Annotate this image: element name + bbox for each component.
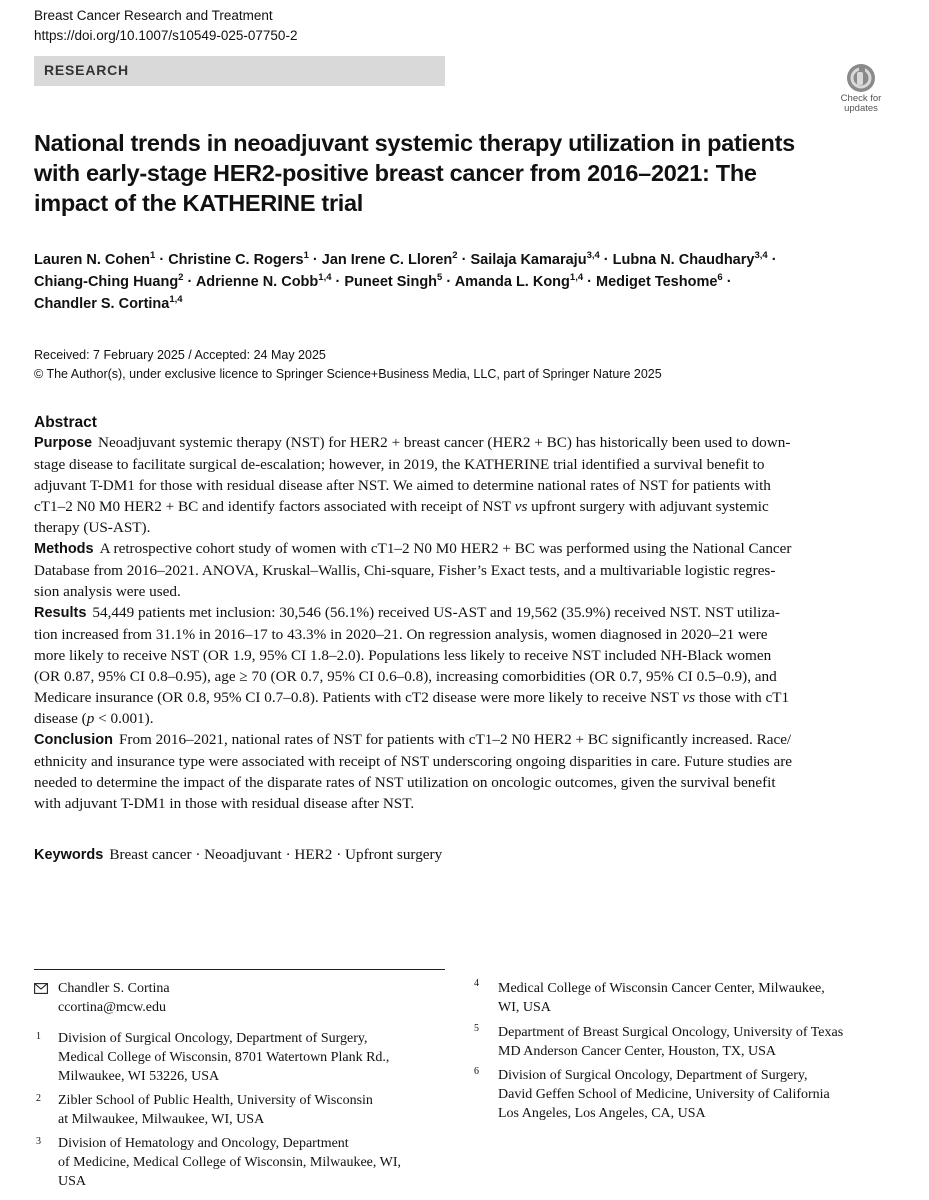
author-name[interactable]: Mediget Teshome xyxy=(596,274,718,290)
affiliation-line: of Medicine, Medical College of Wisconsin, Milwaukee, WI, xyxy=(58,1155,401,1170)
author-list: Lauren N. Cohen$^1$ · Christine C. Rogers$^1$ · Jan Irene C. Lloren$^2$ · Sailaja Kamaraju$^{3,4}$ · Lubna N. Chaudhary$^{3,4}$ · Chiang-Ching Huang$^2$ · Adrienne N. Cobb$^{1,4}$ · Puneet Singh$^5$ · Amanda L. Kong$^{1,4}$ · Mediget Teshome$^6$ · Chandler S. Cortina$^{1,4}$ xyxy=(34,250,777,312)
author-affiliation: 3,4 xyxy=(754,250,768,261)
author-name[interactable]: Lauren N. Cohen xyxy=(34,252,151,268)
affiliation-line: Milwaukee, WI 53226, USA xyxy=(58,1069,220,1084)
abstract-line: Database from 2016–2021. ANOVA, Kruskal–Wallis, Chi-square, Fisher’s Exact tests, and a multivariable logistic regres- xyxy=(34,562,776,579)
affiliation-number: 4 xyxy=(474,978,479,989)
author-name[interactable]: Jan Irene C. Lloren xyxy=(321,252,453,268)
affiliation-line: WI, USA xyxy=(498,1000,551,1015)
affiliation-line: MD Anderson Cancer Center, Houston, TX, USA xyxy=(498,1044,776,1059)
section-label: RESEARCH xyxy=(44,62,129,78)
affiliation-line: USA xyxy=(58,1174,87,1189)
affiliation-line: Medical College of Wisconsin, 8701 Watertown Plank Rd., xyxy=(58,1050,390,1065)
affiliation-line: Medical College of Wisconsin Cancer Center, Milwaukee, xyxy=(498,981,825,996)
title-line: with early-stage HER2-positive breast cancer from 2016–2021: The xyxy=(34,160,757,186)
title-line: National trends in neoadjuvant systemic therapy utilization in patients xyxy=(34,130,795,156)
affiliation-item xyxy=(498,979,825,1017)
author-affiliation: 1 xyxy=(150,250,156,261)
check-for-updates-button[interactable] xyxy=(836,63,886,113)
author-affiliation: 5 xyxy=(437,272,443,283)
abstract-italic: vs xyxy=(514,498,528,515)
results-label: Results xyxy=(34,605,87,621)
keywords-label: Keywords xyxy=(34,847,104,863)
corresponding-email[interactable]: ccortina@mcw.edu xyxy=(58,1000,166,1015)
corresponding-author xyxy=(58,979,170,1017)
purpose-section xyxy=(34,432,896,538)
check-updates-line1: Check for xyxy=(840,93,882,104)
abstract-line: sion analysis were used. xyxy=(34,583,181,600)
footnote-divider xyxy=(34,969,445,970)
received-accepted: Received: 7 February 2025 / Accepted: 24 May 2025 xyxy=(34,348,326,362)
corresponding-name: Chandler S. Cortina xyxy=(58,981,170,996)
affiliation-line: Los Angeles, Los Angeles, CA, USA xyxy=(498,1106,706,1121)
journal-header xyxy=(34,6,297,46)
abstract-line: more likely to receive NST (OR 1.9, 95% CI 1.8–2.0). Populations less likely to receive NST included NH-Black women xyxy=(34,647,772,664)
abstract-line: From 2016–2021, national rates of NST for patients with cT1–2 N0 HER2 + BC significantly increased. Race/ xyxy=(118,731,792,748)
conclusion-label: Conclusion xyxy=(34,732,113,748)
affiliation-number: 6 xyxy=(474,1066,479,1077)
methods-label: Methods xyxy=(34,541,94,557)
abstract-italic: p xyxy=(86,710,95,727)
copyright-line: © The Author(s), under exclusive licence to Springer Science+Business Media, LLC, part of Springer Nature 2025 xyxy=(34,366,662,381)
affiliation-line: David Geffen School of Medicine, University of California xyxy=(498,1087,830,1102)
affiliation-line: Zibler School of Public Health, University of Wisconsin xyxy=(58,1093,373,1108)
abstract-line: therapy (US-AST). xyxy=(34,519,151,536)
keywords-text: Breast cancer · Neoadjuvant · HER2 · Upfront surgery xyxy=(109,846,443,863)
abstract-line: with adjuvant T-DM1 in those with residual disease after NST. xyxy=(34,795,415,812)
affiliation-number: 1 xyxy=(36,1031,41,1042)
keywords xyxy=(34,844,442,866)
affiliation-line: Division of Surgical Oncology, Department of Surgery, xyxy=(58,1031,368,1046)
affiliation-line: at Milwaukee, Milwaukee, WI, USA xyxy=(58,1112,265,1127)
purpose-label: Purpose xyxy=(34,435,93,451)
author-name[interactable]: Chiang-Ching Huang xyxy=(34,274,179,290)
affiliation-item xyxy=(498,1066,830,1123)
results-section xyxy=(34,602,896,729)
abstract-line: A retrospective cohort study of women with cT1–2 N0 M0 HER2 + BC was performed using the National Cancer xyxy=(99,540,792,557)
abstract-line: adjuvant T-DM1 for those with residual disease after NST. We aimed to determine national rates of NST for patients with xyxy=(34,477,771,494)
author-affiliation: 2 xyxy=(178,272,184,283)
abstract-line: Neoadjuvant systemic therapy (NST) for HER2 + breast cancer (HER2 + BC) has historically been used to down- xyxy=(98,434,791,451)
abstract-line: < 0.001). xyxy=(94,710,154,727)
author-affiliation: 2 xyxy=(452,250,458,261)
article-dates xyxy=(34,346,662,383)
author-affiliation: 6 xyxy=(717,272,723,283)
abstract-line: cT1–2 N0 M0 HER2 + BC and identify factors associated with receipt of NST xyxy=(34,498,515,515)
abstract-line: ethnicity and insurance type were associated with receipt of NST underscoring ongoing disparities in care. Future studies are xyxy=(34,753,793,770)
title-line: impact of the KATHERINE trial xyxy=(34,190,364,216)
author-name[interactable]: Adrienne N. Cobb xyxy=(195,274,319,290)
abstract-heading: Abstract xyxy=(34,414,97,431)
abstract-line: 54,449 patients met inclusion: 30,546 (56.1%) received US-AST and 19,562 (35.9%) received NST. NST utiliza- xyxy=(92,604,780,621)
author-affiliation: 1 xyxy=(303,250,309,261)
author-name[interactable]: Puneet Singh xyxy=(344,274,438,290)
abstract xyxy=(34,413,896,814)
affiliation-line: Division of Surgical Oncology, Department of Surgery, xyxy=(498,1068,808,1083)
affiliation-line: Division of Hematology and Oncology, Department xyxy=(58,1136,349,1151)
check-updates-icon xyxy=(846,63,876,93)
affiliation-item xyxy=(498,1023,843,1061)
abstract-line: needed to determine the impact of the disparate rates of NST utilization on oncologic outcomes, given the survival benefit xyxy=(34,774,776,791)
methods-section xyxy=(34,538,896,602)
author-affiliation: 1,4 xyxy=(318,272,332,283)
abstract-line: upfront surgery with adjuvant systemic xyxy=(527,498,769,515)
journal-name: Breast Cancer Research and Treatment xyxy=(34,8,273,23)
abstract-line: tion increased from 31.1% in 2016–17 to 43.3% in 2020–21. On regression analysis, women diagnosed in 2020–21 were xyxy=(34,626,768,643)
abstract-italic: vs xyxy=(682,689,696,706)
conclusion-section xyxy=(34,729,896,814)
affiliation-line: Department of Breast Surgical Oncology, University of Texas xyxy=(498,1025,844,1040)
envelope-icon xyxy=(34,983,48,994)
affiliation-item xyxy=(58,1091,373,1129)
abstract-line: (OR 0.87, 95% CI 0.8–0.95), age ≥ 70 (OR 0.7, 95% CI 0.6–0.8), increasing comorbidities (OR 0.7, 95% CI 0.5–0.9), and xyxy=(34,668,777,685)
affiliation-number: 3 xyxy=(36,1136,41,1147)
author-name[interactable]: Amanda L. Kong xyxy=(454,274,570,290)
author-name[interactable]: Christine C. Rogers xyxy=(168,252,304,268)
author-affiliation: 1,4 xyxy=(569,272,584,283)
author-name[interactable]: Lubna N. Chaudhary xyxy=(612,252,755,268)
author-name[interactable]: Chandler S. Cortina xyxy=(34,296,170,312)
abstract-line: Medicare insurance (OR 0.8, 95% CI 0.7–0.8). Patients with cT2 disease were more likely to receive NST xyxy=(34,689,683,706)
affiliation-number: 2 xyxy=(36,1093,41,1104)
affiliation-item xyxy=(58,1134,401,1191)
author-affiliation: 3,4 xyxy=(586,250,600,261)
section-bar xyxy=(34,56,445,86)
author-affiliation: 1,4 xyxy=(169,294,183,305)
doi-link[interactable]: https://doi.org/10.1007/s10549-025-07750-2 xyxy=(34,28,298,43)
affiliation-item xyxy=(58,1029,389,1086)
abstract-line: disease ( xyxy=(34,710,87,727)
affiliation-number: 5 xyxy=(474,1023,479,1034)
abstract-line: those with cT1 xyxy=(695,689,790,706)
author-name[interactable]: Sailaja Kamaraju xyxy=(470,252,587,268)
check-updates-line2: updates xyxy=(844,103,878,114)
abstract-line: stage disease to facilitate surgical de-escalation; however, in 2019, the KATHERINE trial identified a survival benefit to xyxy=(34,456,765,473)
article-title xyxy=(34,128,874,218)
